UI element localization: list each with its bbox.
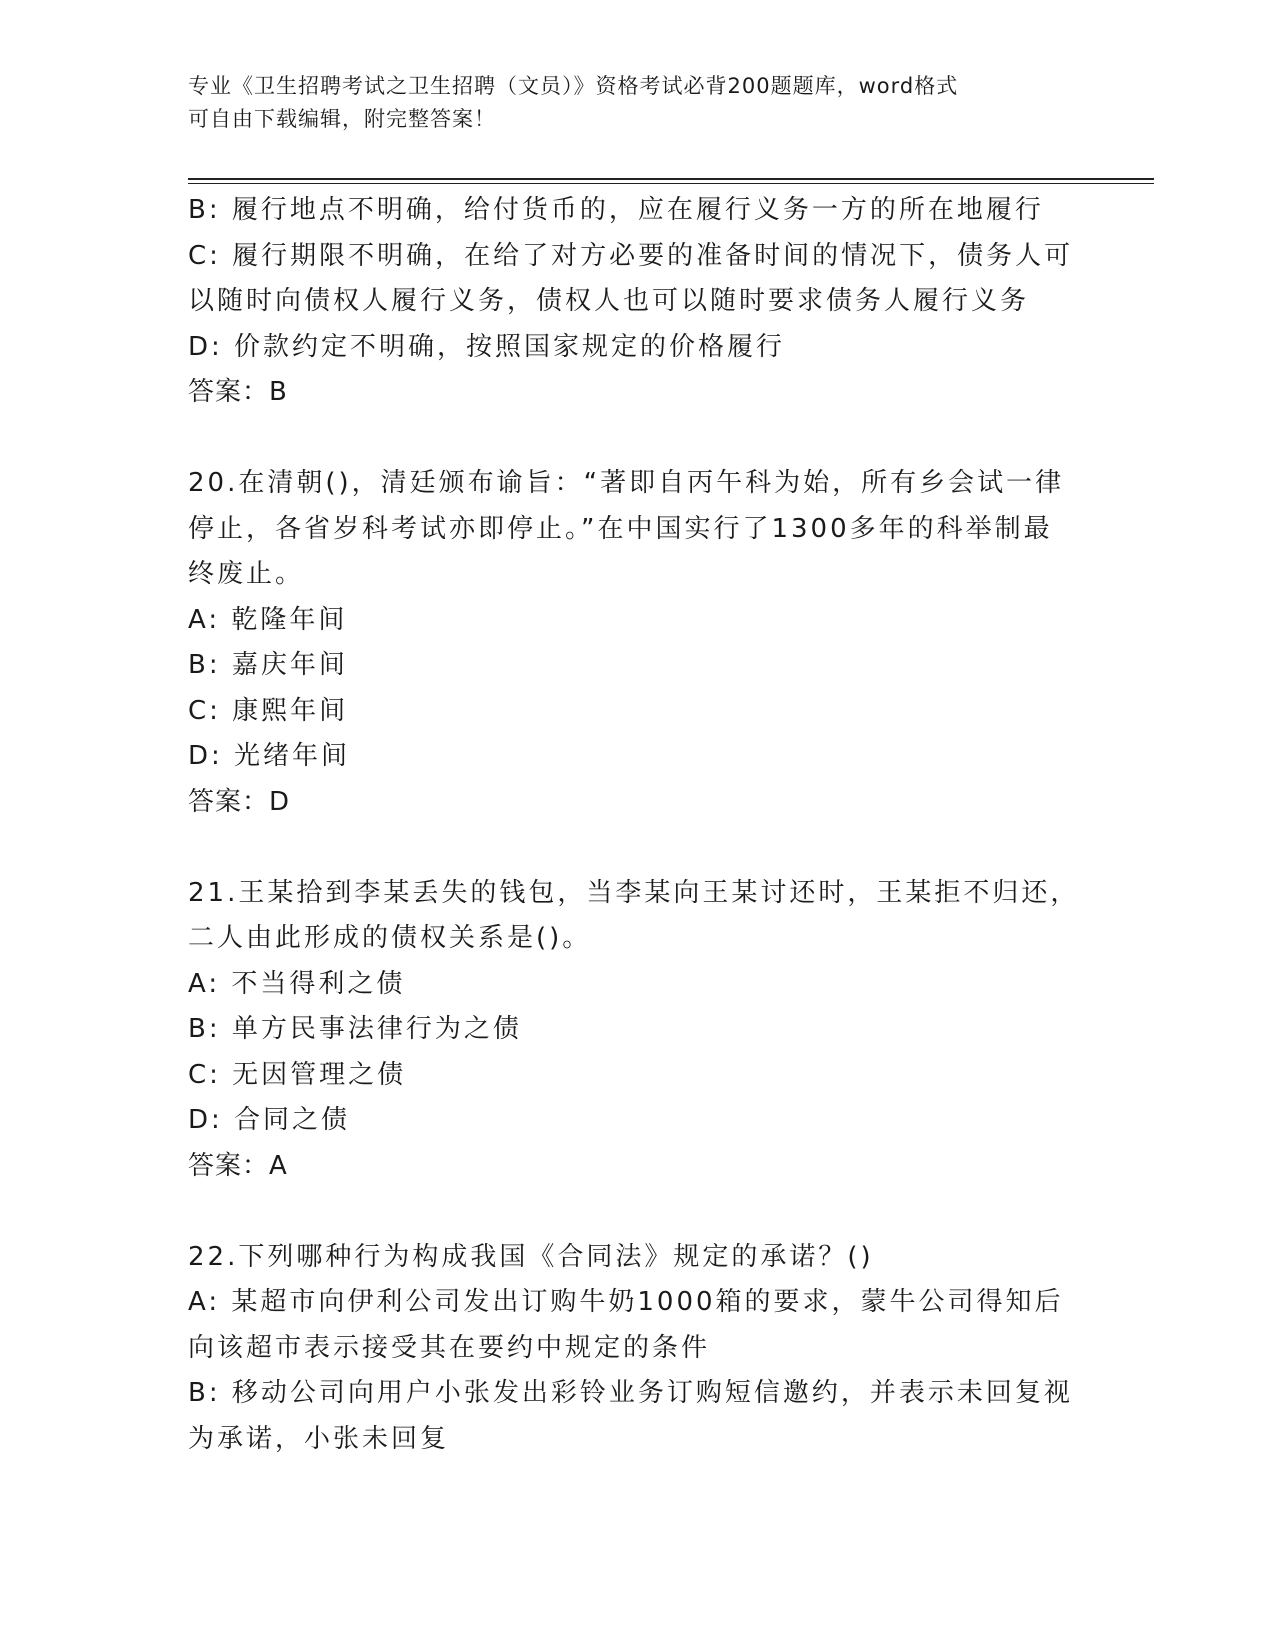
header-line-1: 专业《卫生招聘考试之卫生招聘（文员）》资格考试必背200题题库，word格式 [188,74,959,98]
question-21 [188,871,1088,1190]
option-d: D: 合同之债 [188,1105,351,1135]
question-stem-continued: 二人由此形成的债权关系是()。 [188,923,592,953]
answer: 答案：B [188,377,288,407]
header-divider-thin [188,183,1154,184]
question-20 [188,461,1088,825]
option-b: B: 移动公司向用户小张发出彩铃业务订购短信邀约，并表示未回复视 [188,1378,1073,1408]
document-header [188,70,1088,136]
answer: 答案：D [188,786,291,817]
header-line-2: 可自由下载编辑，附完整答案！ [188,107,496,131]
question-19-remainder [188,188,1088,416]
question-22 [188,1235,1088,1463]
option-b: B: 嘉庆年间 [188,650,348,680]
question-stem-continued: 终废止。 [188,559,305,589]
option-d: D: 光绪年间 [188,741,351,771]
option-c-continued: 以随时向债权人履行义务，债权人也可以随时要求债务人履行义务 [188,286,1030,316]
question-stem-continued: 停止，各省岁科考试亦即停止。”在中国实行了1300多年的科举制最 [188,513,1053,544]
option-a-continued: 向该超市表示接受其在要约中规定的条件 [188,1332,711,1363]
document-body [188,188,1088,1462]
option-c: C: 履行期限不明确，在给了对方必要的准备时间的情况下，债务人可 [188,240,1074,271]
option-a: A: 乾隆年间 [188,604,348,635]
answer: 答案：A [188,1150,288,1181]
question-stem: 22.下列哪种行为构成我国《合同法》规定的承诺？() [188,1241,874,1272]
question-stem: 20.在清朝()，清廷颁布谕旨：“著即自丙午科为始，所有乡会试一律 [188,468,1065,498]
option-a: A: 某超市向伊利公司发出订购牛奶1000箱的要求，蒙牛公司得知后 [188,1287,1064,1317]
option-b: B: 履行地点不明确，给付货币的，应在履行义务一方的所在地履行 [188,195,1044,225]
question-stem: 21.王某拾到李某丢失的钱包，当李某向王某讨还时，王某拒不归还， [188,877,1080,908]
option-d: D: 价款约定不明确，按照国家规定的价格履行 [188,331,786,362]
header-divider-thick [188,178,1154,180]
option-b-continued: 为承诺，小张未回复 [188,1423,450,1454]
option-c: C: 康熙年间 [188,695,349,726]
option-c: C: 无因管理之债 [188,1059,407,1090]
option-b: B: 单方民事法律行为之债 [188,1014,522,1044]
option-a: A: 不当得利之债 [188,968,406,999]
